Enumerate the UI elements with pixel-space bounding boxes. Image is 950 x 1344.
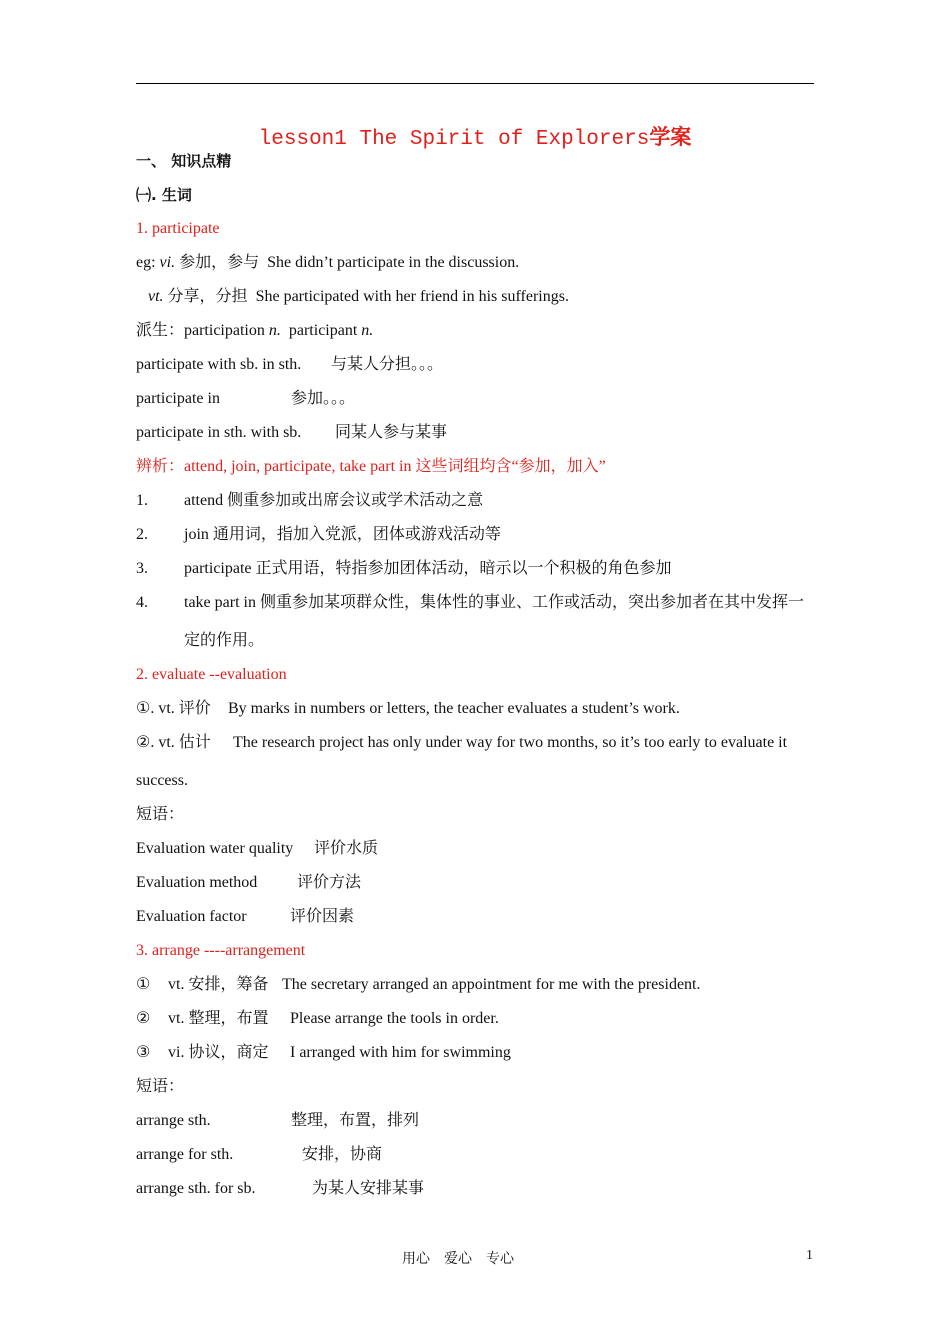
word-heading-participate: 1. participate <box>136 220 220 237</box>
phrase-line: Evaluation water quality 评价水质 <box>136 840 379 857</box>
list-item: 2. join 通用词，指加入党派，团体或游戏活动等 <box>136 526 501 543</box>
phrase-line: participate with sb. in sth. 与某人分担。。。 <box>136 356 444 373</box>
example-line: eg: vi. 参加，参与 She didn’t participate in the discussion. <box>136 254 520 271</box>
list-item: 1. attend 侧重参加或出席会议或学术活动之意 <box>136 492 484 509</box>
phrase-line: arrange for sth. 安排，协商 <box>136 1146 383 1163</box>
word-heading-arrange: 3. arrange ----arrangement <box>136 942 306 959</box>
phrase-line: arrange sth. for sb. 为某人安排某事 <box>136 1180 425 1197</box>
section-heading: 一、 知识点精 <box>136 152 232 170</box>
page-number: 1 <box>806 1248 813 1263</box>
phrase-label: 短语： <box>136 1078 185 1095</box>
example-line: vt. 分享，分担 She participated with her friend in his sufferings. <box>148 288 569 305</box>
phrase-line: participate in sth. with sb. 同某人参与某事 <box>136 424 448 441</box>
word-heading-evaluate: 2. evaluate --evaluation <box>136 666 287 683</box>
list-item: 3. participate 正式用语，特指参加团体活动，暗示以一个积极的角色参加 <box>136 560 672 577</box>
phrase-label: 短语： <box>136 806 185 823</box>
page-title: lesson1 The Spirit of Explorers学案 <box>258 125 692 151</box>
phrase-line: Evaluation factor 评价因素 <box>136 908 355 925</box>
phrase-line: participate in 参加。。。 <box>136 390 356 407</box>
list-item: 4. take part in 侧重参加某项群众性，集体性的事业、工作或活动，突出参加者在其中发挥一 <box>136 594 804 611</box>
header-rule <box>136 83 814 84</box>
phrase-line: Evaluation method 评价方法 <box>136 874 362 891</box>
footer-motto: 用心 爱心 专心 <box>402 1252 514 1267</box>
compare-note: 辨析：attend, join, participate, take part in 这些词组均含“参加，加入” <box>136 458 606 475</box>
sense-line: ② vt. 整理，布置 Please arrange the tools in order. <box>136 1010 499 1027</box>
subsection-heading: ㈠. 生词 <box>136 186 192 204</box>
sense-line: ① vt. 安排，筹备 The secretary arranged an appointment for me with the president. <box>136 976 701 993</box>
derivation-line: 派生：participation n. participant n. <box>136 322 374 339</box>
list-item-continuation: 定的作用。 <box>184 632 265 649</box>
sense-continuation: success. <box>136 772 188 789</box>
sense-line: ②. vt. 估计 The research project has only under way for two months, so it’s too early to evaluate it <box>136 734 788 751</box>
sense-line: ①. vt. 评价 By marks in numbers or letters, the teacher evaluates a student’s work. <box>136 700 680 717</box>
sense-line: ③ vi. 协议，商定 I arranged with him for swimming <box>136 1044 511 1061</box>
phrase-line: arrange sth. 整理，布置，排列 <box>136 1112 420 1129</box>
